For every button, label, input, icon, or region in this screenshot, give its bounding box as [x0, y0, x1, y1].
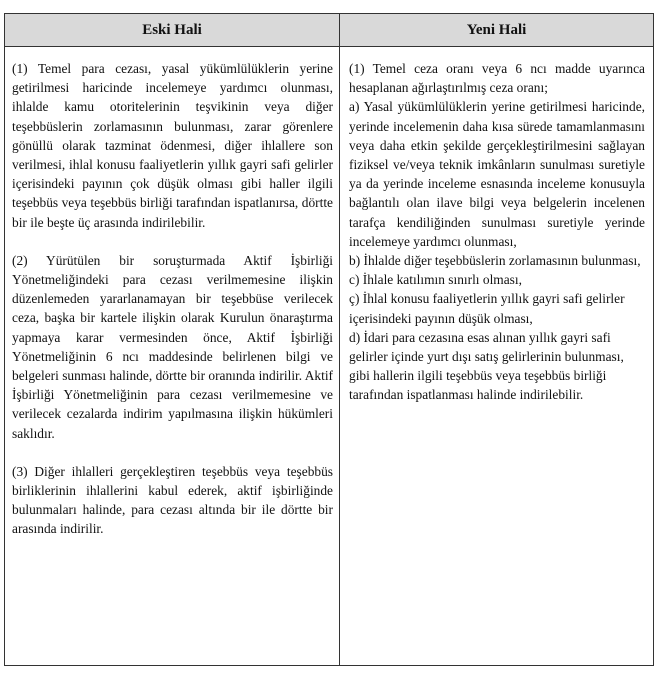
- old-paragraph-1: (1) Temel para cezası, yasal yükümlülüklerin yerine getirilmesi haricinde incelemeye yardımcı olunması, ihlalde kamu otoritelerinin teşvikinin veya diğer teşebbüslerin zorlamasının bulunması, zarar görenlere gönüllü olarak tazminat ödenmesi, diğer ihlallere son verilmesi, ihlal konusu faaliyetlerin yıllık gayri safi gelirler içerisindeki payının çok düşük olması gibi haller ilgili teşebbüs veya teşebbüs birliği tarafından ispatlanırsa, dörtte bir ile beşte üç arasında indirilebilir.: [12, 61, 333, 230]
- new-paragraph-closing: gibi hallerin ilgili teşebbüs veya teşebbüs birliği tarafından ispatlanması halinde indirilebilir.: [349, 368, 607, 403]
- new-paragraph-a: a) Yasal yükümlülüklerin yerine getirilmesi haricinde, yerinde incelemenin daha kısa sürede tamamlanmasını veya daha etkin şekilde gerçekleştirilmesini sağlayan fiziksel ve/veya teknik imkânların sunulması suretiyle ya da yerinde inceleme esnasında inceleme konusuyla bağlantılı olan ilave bilgi veya belgelerin incelenen tarafça kendiliğinden sunulması suretiyle yerinde incelemeye yardımcı olunması,: [349, 99, 645, 249]
- header-new-version: Yeni Hali: [340, 14, 653, 47]
- new-paragraph-intro: (1) Temel ceza oranı veya 6 ncı madde uyarınca hesaplanan ağırlaştırılmış ceza oranı;: [349, 61, 645, 96]
- old-version-cell: [5, 47, 340, 665]
- new-version-cell: [340, 47, 653, 665]
- header-old-version: Eski Hali: [5, 14, 340, 47]
- new-paragraph-c: c) İhlale katılımın sınırlı olması,: [349, 272, 522, 288]
- old-paragraph-2: (2) Yürütülen bir soruşturmada Aktif İşbirliği Yönetmeliğindeki para cezası verilmemesine ilişkin düzenlemeden yararlanamayan bir teşebbüse verilecek ceza, başka bir kartele ilişkin olarak Kurulun önaraştırma yapmaya karar vermesinden önce, Aktif İşbirliği Yönetmeliğinin 6 ncı maddesinde belirlenen bilgi ve belgeleri sunması halinde, dörtte bir oranında indirilir. Aktif İşbirliği Yönetmeliğinin para cezası verilmemesine ve verilecek cezalarda indirim yapılmasına ilişkin hükümleri saklıdır.: [12, 252, 333, 441]
- comparison-table: [4, 13, 654, 666]
- new-paragraph-b: b) İhlalde diğer teşebbüslerin zorlamasının bulunması,: [349, 253, 641, 269]
- new-paragraph-d: d) İdari para cezasına esas alınan yıllık gayri safi gelirler içinde yurt dışı satış gelirlerinin bulunması,: [349, 329, 624, 365]
- new-paragraph-cc: ç) İhlal konusu faaliyetlerin yıllık gayri safi gelirler içerisindeki payının düşük olması,: [349, 291, 625, 326]
- old-paragraph-3: (3) Diğer ihlalleri gerçekleştiren teşebbüs veya teşebbüs birliklerinin ihlallerini kabul ederek, aktif işbirliğinde bulunmaları halinde, para cezası altında bir ile dörtte bir arasında indirilir.: [12, 463, 333, 537]
